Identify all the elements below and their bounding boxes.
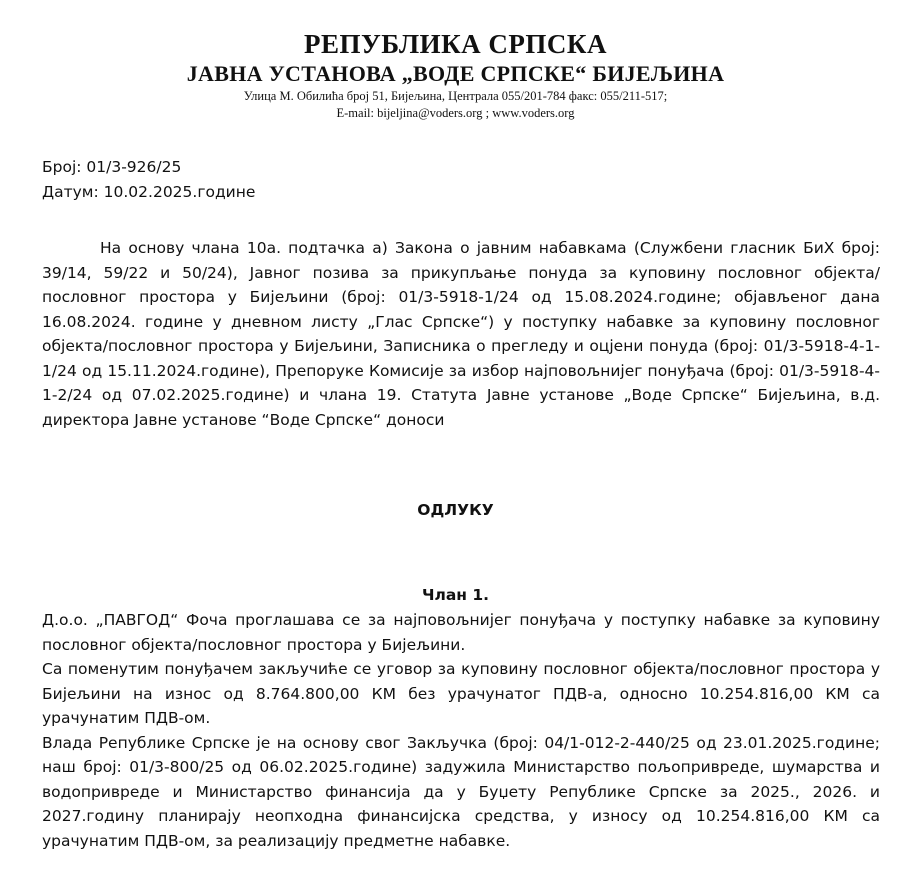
article-title: Члан 1.: [421, 586, 490, 604]
article-body: [42, 608, 880, 853]
document-number: Број: 01/3-926/25: [42, 158, 182, 176]
decision-title: ОДЛУКУ: [417, 501, 494, 519]
letterhead-title: РЕПУБЛИКА СРПСКА: [303, 29, 607, 59]
preamble-section: [42, 236, 880, 432]
document-meta: [42, 155, 255, 205]
article-paragraph: Влада Републике Српске је на основу свог Закључка (број: 04/1-012-2-440/25 од 23.01.2025.године; наш број: 01/3-800/25 од 06.02.2025.године) задужила Министарство пољопривреде, шумарства и водопривреде и Министарство финансија да у Буџету Републике Српске за 2025., 2026. и 2027.годину планирају неопходна финансијска средства, у износу од 10.254.816,00 КМ са урачунатим ПДВ-ом, за реализацију предметне набавке.: [42, 733, 880, 850]
article-paragraph: Д.о.о. „ПАВГОД“ Фоча проглашава се за најповољнијег понуђача у поступку набавке за куповину пословног објекта/пословног простора у Бијељини.: [42, 611, 880, 654]
preamble-paragraph: На основу члана 10а. подтачка а) Закона о јавним набавкама (Службени гласник БиХ број: 39/14, 59/22 и 50/24), Јавног позива за прикупљање понуда за куповину пословног објекта/пословног простора у Бијељини (број: 01/3-5918-1/24 од 15.08.2024.године; објављеног дана 16.08.2024. године у дневном листу „Глас Српске“) у поступку набавке за куповину пословног објекта/пословног простора у Бијељини, Записника о прегледу и оцјени понуда (број: 01/3-5918-4-1-1/24 од 15.11.2024.године), Препоруке Комисије за избор најповољнијег понуђача (број: 01/3-5918-4-1-2/24 од 07.02.2025.године) и члана 19. Статута Јавне установе „Воде Српске“ Бијељина, в.д. директора Јавне установе “Воде Српске“ доноси: [42, 239, 880, 429]
document-date: Датум: 10.02.2025.године: [42, 183, 256, 201]
letterhead-address: Улица М. Обилића број 51, Бијељина, Централа 055/201-784 факс: 055/211-517;: [243, 89, 668, 103]
letterhead-contact: E-mail: bijeljina@voders.org ; www.voders.org: [336, 106, 575, 120]
article-paragraph: Са поменутим понуђачем закључиће се уговор за куповину пословног објекта/пословног простора у Бијељини на износ од 8.764.800,00 КМ без урачунатог ПДВ-а, односно 10.254.816,00 КМ са урачунатим ПДВ-ом.: [42, 660, 880, 727]
letterhead: [0, 28, 911, 122]
letterhead-subtitle: ЈАВНА УСТАНОВА „ВОДЕ СРПСКЕ“ БИЈЕЉИНА: [186, 61, 725, 86]
